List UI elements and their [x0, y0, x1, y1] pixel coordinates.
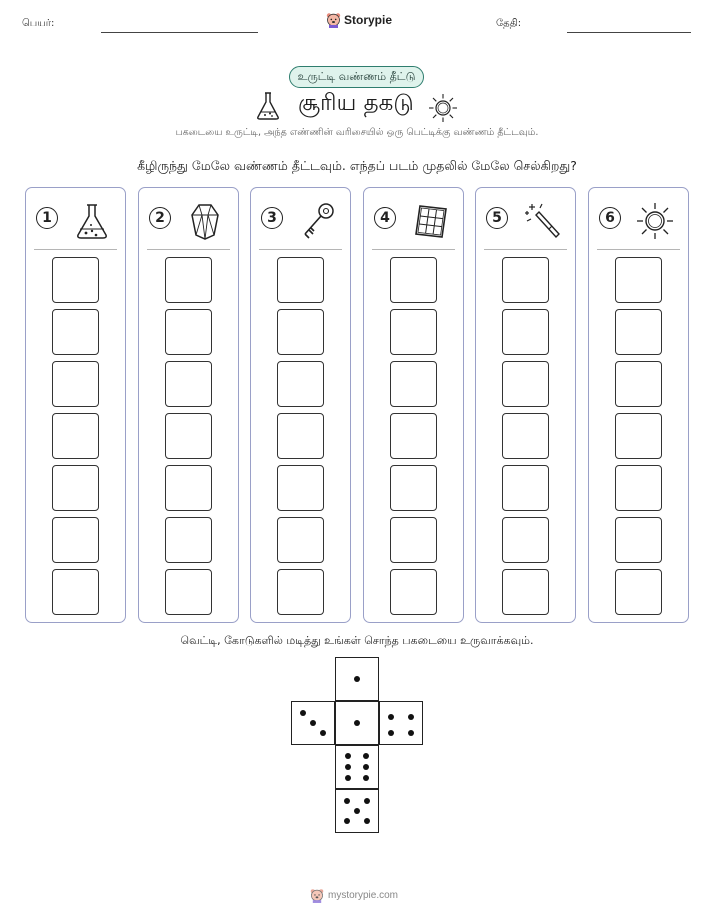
color-box[interactable] — [277, 517, 324, 563]
dice-face-3 — [291, 701, 335, 745]
column-divider — [34, 249, 117, 250]
column-number: 3 — [261, 207, 283, 229]
dice-pip — [363, 775, 369, 781]
color-box[interactable] — [277, 309, 324, 355]
name-line[interactable] — [101, 32, 258, 33]
dice-pip — [408, 730, 414, 736]
dice-face-6 — [335, 745, 379, 789]
color-box[interactable] — [502, 413, 549, 459]
color-box[interactable] — [390, 569, 437, 615]
dice-pip — [310, 720, 316, 726]
bear-logo-icon — [310, 888, 324, 903]
sun-icon — [427, 92, 459, 124]
color-box[interactable] — [165, 257, 212, 303]
color-box[interactable] — [615, 257, 662, 303]
column-divider — [484, 249, 567, 250]
dice-pip — [354, 808, 360, 814]
column-divider — [259, 249, 342, 250]
key-icon — [297, 201, 337, 241]
dice-pip — [354, 676, 360, 682]
color-box[interactable] — [277, 413, 324, 459]
brand-logo — [326, 12, 392, 28]
column-3 — [250, 187, 351, 623]
dice-pip — [388, 714, 394, 720]
color-box[interactable] — [52, 413, 99, 459]
dice-face-1 — [335, 657, 379, 701]
color-box[interactable] — [165, 569, 212, 615]
color-box[interactable] — [277, 361, 324, 407]
flask-icon — [72, 201, 112, 241]
dice-pip — [363, 764, 369, 770]
color-box[interactable] — [615, 517, 662, 563]
color-box[interactable] — [277, 465, 324, 511]
page-title: சூரிய தகடு — [298, 90, 414, 116]
color-box[interactable] — [390, 361, 437, 407]
color-box[interactable] — [390, 413, 437, 459]
color-box[interactable] — [52, 569, 99, 615]
column-number: 1 — [36, 207, 58, 229]
column-number: 5 — [486, 207, 508, 229]
name-label: பெயர்: — [22, 18, 55, 29]
dice-pip — [300, 710, 306, 716]
color-box[interactable] — [165, 361, 212, 407]
activity-badge: உருட்டி வண்ணம் தீட்டு — [289, 66, 424, 88]
dice-pip — [408, 714, 414, 720]
column-number: 4 — [374, 207, 396, 229]
dice-face-4 — [379, 701, 423, 745]
color-box[interactable] — [615, 413, 662, 459]
color-box[interactable] — [390, 309, 437, 355]
column-number: 2 — [149, 207, 171, 229]
column-number: 6 — [599, 207, 621, 229]
footer-url: mystorypie.com — [328, 890, 399, 901]
dice-face-1 — [335, 701, 379, 745]
date-line[interactable] — [567, 32, 691, 33]
color-box[interactable] — [502, 361, 549, 407]
color-box[interactable] — [52, 465, 99, 511]
footer — [310, 888, 398, 903]
column-1 — [25, 187, 126, 623]
dice-pip — [345, 775, 351, 781]
flask-icon — [254, 91, 282, 121]
brand-name: Storypie — [344, 13, 393, 27]
color-box[interactable] — [52, 309, 99, 355]
color-box[interactable] — [165, 413, 212, 459]
sun-icon — [635, 201, 675, 241]
color-box[interactable] — [502, 465, 549, 511]
solar-panel-icon — [410, 201, 450, 241]
color-box[interactable] — [390, 257, 437, 303]
color-box[interactable] — [615, 309, 662, 355]
color-box[interactable] — [52, 361, 99, 407]
color-box[interactable] — [52, 257, 99, 303]
color-box[interactable] — [165, 517, 212, 563]
dice-pip — [354, 720, 360, 726]
color-box[interactable] — [615, 465, 662, 511]
color-box[interactable] — [390, 517, 437, 563]
column-divider — [597, 249, 680, 250]
color-box[interactable] — [615, 361, 662, 407]
dice-pip — [363, 753, 369, 759]
color-box[interactable] — [502, 517, 549, 563]
magic-wand-icon — [522, 201, 562, 241]
dice-pip — [344, 818, 350, 824]
column-5 — [475, 187, 576, 623]
color-box[interactable] — [277, 257, 324, 303]
color-box[interactable] — [165, 309, 212, 355]
color-box[interactable] — [390, 465, 437, 511]
color-box[interactable] — [165, 465, 212, 511]
dice-pip — [345, 753, 351, 759]
color-box[interactable] — [502, 569, 549, 615]
date-label: தேதி: — [496, 18, 522, 29]
instruction: கீழிருந்து மேலே வண்ணம் தீட்டவும். எந்தப் படம் முதலில் மேலே செல்கிறது? — [137, 158, 577, 173]
dice-pip — [345, 764, 351, 770]
subtitle: பகடையை உருட்டி, அந்த எண்ணின் வரிசையில் ஒரு பெட்டிக்கு வண்ணம் தீட்டவும். — [175, 127, 539, 138]
crystal-icon — [185, 201, 225, 241]
column-divider — [147, 249, 230, 250]
bear-logo-icon — [326, 12, 341, 28]
column-2 — [138, 187, 239, 623]
dice-face-5 — [335, 789, 379, 833]
color-box[interactable] — [502, 257, 549, 303]
column-4 — [363, 187, 464, 623]
dice-pip — [388, 730, 394, 736]
color-box[interactable] — [502, 309, 549, 355]
color-box[interactable] — [277, 569, 324, 615]
cut-instruction: வெட்டி, கோடுகளில் மடித்து உங்கள் சொந்த பகடையை உருவாக்கவும். — [180, 634, 534, 647]
dice-pip — [364, 798, 370, 804]
dice-pip — [344, 798, 350, 804]
dice-pip — [364, 818, 370, 824]
column-divider — [372, 249, 455, 250]
color-box[interactable] — [52, 517, 99, 563]
color-box[interactable] — [615, 569, 662, 615]
dice-pip — [320, 730, 326, 736]
column-6 — [588, 187, 689, 623]
